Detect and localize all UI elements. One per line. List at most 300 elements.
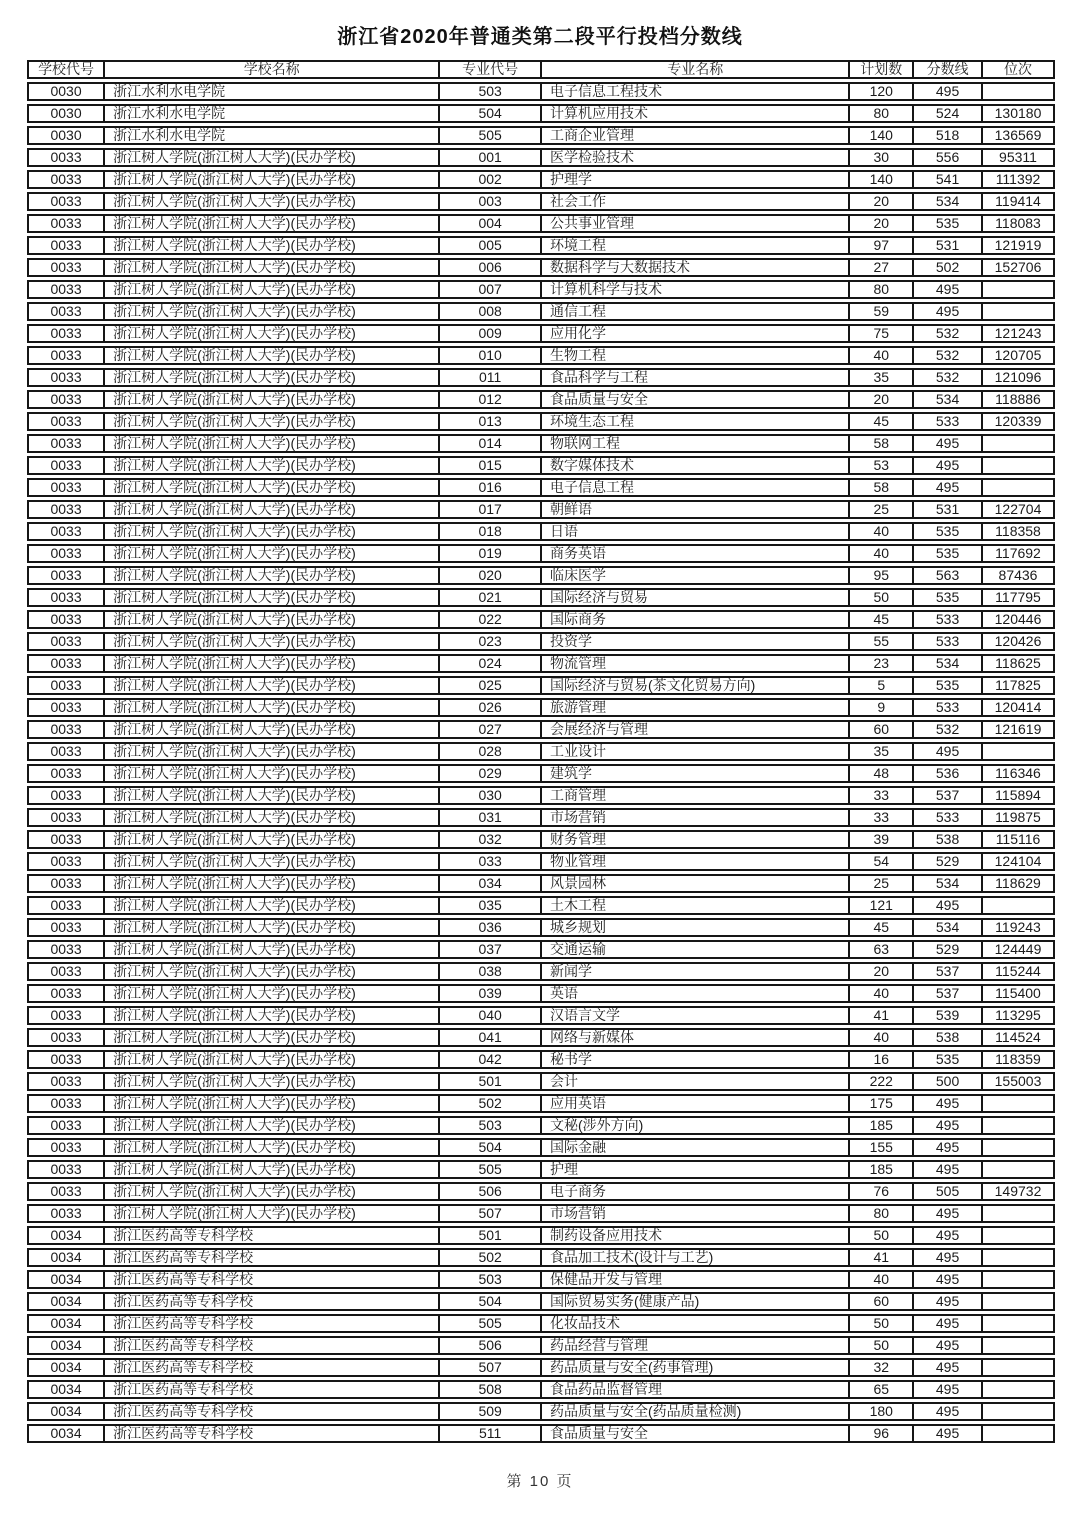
cell-major-code: 015 [440, 456, 542, 475]
cell-plan-count: 50 [850, 1226, 914, 1245]
cell-plan-count: 45 [850, 412, 914, 431]
cell-school-name: 浙江医药高等专科学校 [105, 1248, 440, 1267]
cell-rank [983, 1094, 1055, 1113]
cell-school-name: 浙江树人学院(浙江树人大学)(民办学校) [105, 192, 440, 211]
cell-school-code: 0033 [27, 874, 105, 893]
table-row [27, 918, 1055, 937]
cell-plan-count: 60 [850, 1292, 914, 1311]
cell-school-name: 浙江树人学院(浙江树人大学)(民办学校) [105, 1116, 440, 1135]
cell-rank: 149732 [983, 1182, 1055, 1201]
table-row [27, 830, 1055, 849]
table-row [27, 324, 1055, 343]
cell-major-code: 503 [440, 1270, 542, 1289]
cell-major-code: 030 [440, 786, 542, 805]
cell-rank: 120705 [983, 346, 1055, 365]
cell-score-line: 563 [914, 566, 983, 585]
cell-plan-count: 45 [850, 610, 914, 629]
page-number: 第 10 页 [506, 1473, 574, 1490]
cell-rank: 122704 [983, 500, 1055, 519]
cell-score-line: 495 [914, 1336, 983, 1355]
cell-rank: 120426 [983, 632, 1055, 651]
cell-plan-count: 97 [850, 236, 914, 255]
cell-school-code: 0033 [27, 918, 105, 937]
cell-major-code: 002 [440, 170, 542, 189]
cell-rank: 118359 [983, 1050, 1055, 1069]
cell-school-name: 浙江树人学院(浙江树人大学)(民办学校) [105, 390, 440, 409]
cell-school-name: 浙江医药高等专科学校 [105, 1380, 440, 1399]
cell-major-name: 城乡规划 [542, 918, 850, 937]
table-row [27, 742, 1055, 761]
cell-rank: 120339 [983, 412, 1055, 431]
cell-school-code: 0033 [27, 368, 105, 387]
cell-rank: 121096 [983, 368, 1055, 387]
cell-major-code: 501 [440, 1072, 542, 1091]
table-row [27, 434, 1055, 453]
cell-plan-count: 121 [850, 896, 914, 915]
cell-school-name: 浙江医药高等专科学校 [105, 1402, 440, 1421]
cell-major-code: 021 [440, 588, 542, 607]
cell-plan-count: 20 [850, 390, 914, 409]
table-row [27, 1138, 1055, 1157]
cell-plan-count: 60 [850, 720, 914, 739]
cell-score-line: 495 [914, 1248, 983, 1267]
cell-major-code: 025 [440, 676, 542, 695]
cell-rank [983, 1292, 1055, 1311]
cell-school-code: 0033 [27, 1138, 105, 1157]
cell-plan-count: 35 [850, 368, 914, 387]
cell-school-code: 0030 [27, 104, 105, 123]
cell-rank: 119243 [983, 918, 1055, 937]
cell-major-code: 039 [440, 984, 542, 1003]
cell-major-code: 013 [440, 412, 542, 431]
cell-school-name: 浙江水利水电学院 [105, 104, 440, 123]
cell-major-name: 会展经济与管理 [542, 720, 850, 739]
cell-rank [983, 742, 1055, 761]
cell-plan-count: 20 [850, 214, 914, 233]
cell-major-name: 工商企业管理 [542, 126, 850, 145]
cell-plan-count: 20 [850, 962, 914, 981]
table-row [27, 874, 1055, 893]
cell-school-name: 浙江树人学院(浙江树人大学)(民办学校) [105, 148, 440, 167]
cell-school-code: 0034 [27, 1424, 105, 1443]
cell-school-code: 0033 [27, 984, 105, 1003]
cell-major-name: 电子商务 [542, 1182, 850, 1201]
cell-plan-count: 75 [850, 324, 914, 343]
cell-school-code: 0033 [27, 764, 105, 783]
cell-school-name: 浙江树人学院(浙江树人大学)(民办学校) [105, 764, 440, 783]
cell-school-code: 0034 [27, 1336, 105, 1355]
cell-rank: 95311 [983, 148, 1055, 167]
cell-school-name: 浙江树人学院(浙江树人大学)(民办学校) [105, 1204, 440, 1223]
cell-major-name: 汉语言文学 [542, 1006, 850, 1025]
cell-school-name: 浙江树人学院(浙江树人大学)(民办学校) [105, 940, 440, 959]
cell-school-name: 浙江树人学院(浙江树人大学)(民办学校) [105, 632, 440, 651]
cell-plan-count: 25 [850, 500, 914, 519]
cell-rank: 152706 [983, 258, 1055, 277]
cell-major-code: 020 [440, 566, 542, 585]
cell-major-name: 环境生态工程 [542, 412, 850, 431]
table-row [27, 940, 1055, 959]
cell-rank [983, 1336, 1055, 1355]
cell-school-name: 浙江树人学院(浙江树人大学)(民办学校) [105, 324, 440, 343]
cell-major-code: 006 [440, 258, 542, 277]
cell-major-code: 037 [440, 940, 542, 959]
cell-score-line: 534 [914, 192, 983, 211]
cell-school-code: 0033 [27, 566, 105, 585]
cell-plan-count: 30 [850, 148, 914, 167]
cell-major-code: 003 [440, 192, 542, 211]
cell-major-code: 501 [440, 1226, 542, 1245]
cell-major-name: 护理 [542, 1160, 850, 1179]
cell-school-name: 浙江水利水电学院 [105, 82, 440, 101]
cell-major-name: 药品质量与安全(药事管理) [542, 1358, 850, 1377]
cell-major-name: 国际贸易实务(健康产品) [542, 1292, 850, 1311]
cell-major-name: 食品科学与工程 [542, 368, 850, 387]
cell-plan-count: 96 [850, 1424, 914, 1443]
cell-plan-count: 180 [850, 1402, 914, 1421]
cell-plan-count: 58 [850, 434, 914, 453]
table-row [27, 544, 1055, 563]
cell-major-code: 040 [440, 1006, 542, 1025]
cell-school-name: 浙江树人学院(浙江树人大学)(民办学校) [105, 852, 440, 871]
cell-score-line: 495 [914, 1314, 983, 1333]
cell-plan-count: 40 [850, 1270, 914, 1289]
cell-score-line: 495 [914, 302, 983, 321]
cell-rank: 118083 [983, 214, 1055, 233]
cell-major-code: 505 [440, 1160, 542, 1179]
cell-school-name: 浙江树人学院(浙江树人大学)(民办学校) [105, 676, 440, 695]
cell-plan-count: 40 [850, 544, 914, 563]
cell-school-code: 0033 [27, 610, 105, 629]
cell-school-code: 0033 [27, 698, 105, 717]
cell-plan-count: 185 [850, 1116, 914, 1135]
cell-rank: 117692 [983, 544, 1055, 563]
cell-school-code: 0033 [27, 654, 105, 673]
cell-plan-count: 16 [850, 1050, 914, 1069]
cell-rank: 120446 [983, 610, 1055, 629]
cell-school-code: 0033 [27, 588, 105, 607]
cell-major-code: 005 [440, 236, 542, 255]
cell-major-code: 026 [440, 698, 542, 717]
cell-major-name: 应用英语 [542, 1094, 850, 1113]
table-row [27, 1424, 1055, 1443]
cell-rank: 121243 [983, 324, 1055, 343]
cell-school-code: 0033 [27, 456, 105, 475]
column-header-school-name: 学校名称 [105, 60, 440, 79]
cell-major-name: 临床医学 [542, 566, 850, 585]
cell-school-code: 0033 [27, 720, 105, 739]
table-row [27, 368, 1055, 387]
cell-score-line: 495 [914, 456, 983, 475]
cell-score-line: 535 [914, 214, 983, 233]
table-row [27, 346, 1055, 365]
cell-school-name: 浙江树人学院(浙江树人大学)(民办学校) [105, 1072, 440, 1091]
cell-score-line: 495 [914, 280, 983, 299]
cell-school-code: 0033 [27, 676, 105, 695]
cell-major-code: 012 [440, 390, 542, 409]
cell-major-code: 023 [440, 632, 542, 651]
cell-plan-count: 76 [850, 1182, 914, 1201]
cell-school-code: 0033 [27, 962, 105, 981]
cell-rank [983, 1226, 1055, 1245]
table-header-row [27, 60, 1055, 79]
cell-score-line: 534 [914, 654, 983, 673]
cell-major-code: 008 [440, 302, 542, 321]
cell-school-code: 0033 [27, 742, 105, 761]
column-header-major-name: 专业名称 [542, 60, 850, 79]
table-row [27, 984, 1055, 1003]
cell-major-name: 交通运输 [542, 940, 850, 959]
cell-major-name: 物业管理 [542, 852, 850, 871]
cell-score-line: 495 [914, 1402, 983, 1421]
cell-school-code: 0033 [27, 478, 105, 497]
cell-major-name: 数字媒体技术 [542, 456, 850, 475]
cell-score-line: 529 [914, 852, 983, 871]
cell-school-code: 0033 [27, 830, 105, 849]
cell-major-name: 食品加工技术(设计与工艺) [542, 1248, 850, 1267]
cell-rank [983, 1116, 1055, 1135]
cell-school-code: 0034 [27, 1248, 105, 1267]
cell-school-code: 0033 [27, 280, 105, 299]
cell-rank [983, 1270, 1055, 1289]
table-row [27, 1248, 1055, 1267]
cell-major-code: 503 [440, 1116, 542, 1135]
cell-score-line: 495 [914, 1160, 983, 1179]
table-row [27, 1314, 1055, 1333]
cell-major-name: 药品质量与安全(药品质量检测) [542, 1402, 850, 1421]
cell-major-code: 014 [440, 434, 542, 453]
cell-score-line: 534 [914, 918, 983, 937]
cell-plan-count: 55 [850, 632, 914, 651]
cell-rank: 124104 [983, 852, 1055, 871]
cell-rank [983, 896, 1055, 915]
cell-rank: 113295 [983, 1006, 1055, 1025]
cell-major-code: 001 [440, 148, 542, 167]
cell-rank: 118625 [983, 654, 1055, 673]
cell-major-name: 国际经济与贸易(茶文化贸易方向) [542, 676, 850, 695]
cell-score-line: 539 [914, 1006, 983, 1025]
table-row [27, 1358, 1055, 1377]
cell-rank: 115400 [983, 984, 1055, 1003]
cell-rank [983, 434, 1055, 453]
cell-rank: 87436 [983, 566, 1055, 585]
cell-major-name: 食品质量与安全 [542, 1424, 850, 1443]
cell-score-line: 533 [914, 412, 983, 431]
cell-major-name: 工商管理 [542, 786, 850, 805]
cell-score-line: 495 [914, 1424, 983, 1443]
table-row [27, 1050, 1055, 1069]
cell-school-name: 浙江树人学院(浙江树人大学)(民办学校) [105, 720, 440, 739]
cell-major-name: 朝鲜语 [542, 500, 850, 519]
table-row [27, 148, 1055, 167]
cell-major-name: 保健品开发与管理 [542, 1270, 850, 1289]
cell-school-name: 浙江树人学院(浙江树人大学)(民办学校) [105, 170, 440, 189]
cell-score-line: 495 [914, 896, 983, 915]
cell-school-name: 浙江树人学院(浙江树人大学)(民办学校) [105, 258, 440, 277]
cell-school-name: 浙江树人学院(浙江树人大学)(民办学校) [105, 280, 440, 299]
cell-major-name: 制药设备应用技术 [542, 1226, 850, 1245]
cell-major-name: 国际商务 [542, 610, 850, 629]
cell-plan-count: 40 [850, 984, 914, 1003]
cell-school-name: 浙江树人学院(浙江树人大学)(民办学校) [105, 808, 440, 827]
cell-rank: 114524 [983, 1028, 1055, 1047]
cell-plan-count: 45 [850, 918, 914, 937]
cell-score-line: 495 [914, 1380, 983, 1399]
cell-rank [983, 1358, 1055, 1377]
cell-school-name: 浙江树人学院(浙江树人大学)(民办学校) [105, 1182, 440, 1201]
cell-major-code: 016 [440, 478, 542, 497]
cell-rank [983, 1138, 1055, 1157]
cell-major-code: 010 [440, 346, 542, 365]
cell-score-line: 538 [914, 830, 983, 849]
cell-major-name: 物流管理 [542, 654, 850, 673]
cell-major-name: 旅游管理 [542, 698, 850, 717]
cell-school-name: 浙江树人学院(浙江树人大学)(民办学校) [105, 478, 440, 497]
cell-school-name: 浙江医药高等专科学校 [105, 1424, 440, 1443]
cell-major-code: 009 [440, 324, 542, 343]
cell-rank: 119875 [983, 808, 1055, 827]
cell-score-line: 537 [914, 786, 983, 805]
cell-rank: 130180 [983, 104, 1055, 123]
cell-major-name: 建筑学 [542, 764, 850, 783]
cell-school-code: 0034 [27, 1314, 105, 1333]
cell-rank [983, 456, 1055, 475]
cell-major-code: 011 [440, 368, 542, 387]
cell-major-name: 日语 [542, 522, 850, 541]
cell-score-line: 536 [914, 764, 983, 783]
cell-major-name: 国际金融 [542, 1138, 850, 1157]
cell-major-code: 504 [440, 1138, 542, 1157]
cell-school-name: 浙江医药高等专科学校 [105, 1270, 440, 1289]
cell-rank [983, 1160, 1055, 1179]
cell-school-code: 0034 [27, 1270, 105, 1289]
cell-major-name: 计算机科学与技术 [542, 280, 850, 299]
table-row [27, 522, 1055, 541]
cell-major-name: 投资学 [542, 632, 850, 651]
cell-plan-count: 33 [850, 808, 914, 827]
cell-major-code: 018 [440, 522, 542, 541]
cell-school-code: 0033 [27, 522, 105, 541]
cell-score-line: 537 [914, 984, 983, 1003]
cell-score-line: 531 [914, 236, 983, 255]
cell-school-code: 0033 [27, 236, 105, 255]
cell-major-code: 029 [440, 764, 542, 783]
table-row [27, 104, 1055, 123]
cell-rank: 121919 [983, 236, 1055, 255]
cell-plan-count: 58 [850, 478, 914, 497]
cell-major-name: 社会工作 [542, 192, 850, 211]
table-row [27, 852, 1055, 871]
table-row [27, 1028, 1055, 1047]
cell-major-code: 504 [440, 1292, 542, 1311]
table-row [27, 1402, 1055, 1421]
cell-plan-count: 80 [850, 280, 914, 299]
cell-plan-count: 35 [850, 742, 914, 761]
cell-plan-count: 54 [850, 852, 914, 871]
table-row [27, 82, 1055, 101]
cell-score-line: 538 [914, 1028, 983, 1047]
cell-score-line: 495 [914, 1138, 983, 1157]
cell-school-code: 0033 [27, 852, 105, 871]
cell-school-code: 0033 [27, 1204, 105, 1223]
cell-school-name: 浙江树人学院(浙江树人大学)(民办学校) [105, 302, 440, 321]
cell-score-line: 532 [914, 324, 983, 343]
cell-score-line: 495 [914, 1204, 983, 1223]
cell-score-line: 500 [914, 1072, 983, 1091]
cell-school-name: 浙江树人学院(浙江树人大学)(民办学校) [105, 456, 440, 475]
cell-score-line: 495 [914, 1358, 983, 1377]
cell-school-name: 浙江医药高等专科学校 [105, 1336, 440, 1355]
cell-school-code: 0033 [27, 1050, 105, 1069]
cell-major-name: 新闻学 [542, 962, 850, 981]
cell-plan-count: 50 [850, 588, 914, 607]
cell-major-code: 041 [440, 1028, 542, 1047]
cell-plan-count: 185 [850, 1160, 914, 1179]
cell-school-name: 浙江树人学院(浙江树人大学)(民办学校) [105, 786, 440, 805]
table-row [27, 500, 1055, 519]
cell-school-name: 浙江医药高等专科学校 [105, 1292, 440, 1311]
table-row [27, 764, 1055, 783]
cell-major-name: 财务管理 [542, 830, 850, 849]
cell-school-name: 浙江树人学院(浙江树人大学)(民办学校) [105, 1028, 440, 1047]
cell-school-code: 0033 [27, 500, 105, 519]
cell-rank [983, 82, 1055, 101]
cell-school-name: 浙江树人学院(浙江树人大学)(民办学校) [105, 654, 440, 673]
cell-school-code: 0033 [27, 1160, 105, 1179]
cell-school-code: 0033 [27, 1072, 105, 1091]
cell-major-code: 034 [440, 874, 542, 893]
table-row [27, 280, 1055, 299]
cell-score-line: 535 [914, 676, 983, 695]
table-row [27, 896, 1055, 915]
table-row [27, 1380, 1055, 1399]
cell-rank: 115894 [983, 786, 1055, 805]
cell-plan-count: 48 [850, 764, 914, 783]
cell-major-name: 国际经济与贸易 [542, 588, 850, 607]
cell-score-line: 534 [914, 390, 983, 409]
table-row [27, 1006, 1055, 1025]
cell-school-code: 0033 [27, 1028, 105, 1047]
cell-school-name: 浙江树人学院(浙江树人大学)(民办学校) [105, 1160, 440, 1179]
cell-plan-count: 59 [850, 302, 914, 321]
table-row [27, 412, 1055, 431]
cell-score-line: 532 [914, 368, 983, 387]
cell-major-code: 507 [440, 1204, 542, 1223]
cell-school-code: 0033 [27, 632, 105, 651]
cell-major-code: 505 [440, 126, 542, 145]
cell-school-name: 浙江医药高等专科学校 [105, 1226, 440, 1245]
cell-plan-count: 95 [850, 566, 914, 585]
cell-plan-count: 120 [850, 82, 914, 101]
column-header-school-code: 学校代号 [27, 60, 105, 79]
cell-major-name: 土木工程 [542, 896, 850, 915]
cell-score-line: 535 [914, 1050, 983, 1069]
cell-major-name: 风景园林 [542, 874, 850, 893]
cell-score-line: 532 [914, 720, 983, 739]
cell-plan-count: 50 [850, 1314, 914, 1333]
cell-score-line: 495 [914, 742, 983, 761]
cell-plan-count: 175 [850, 1094, 914, 1113]
column-header-rank: 位次 [983, 60, 1055, 79]
cell-school-code: 0033 [27, 1182, 105, 1201]
cell-rank [983, 1424, 1055, 1443]
cell-score-line: 535 [914, 522, 983, 541]
table-row [27, 390, 1055, 409]
cell-major-name: 护理学 [542, 170, 850, 189]
cell-major-name: 食品质量与安全 [542, 390, 850, 409]
cell-school-code: 0030 [27, 82, 105, 101]
cell-major-code: 022 [440, 610, 542, 629]
